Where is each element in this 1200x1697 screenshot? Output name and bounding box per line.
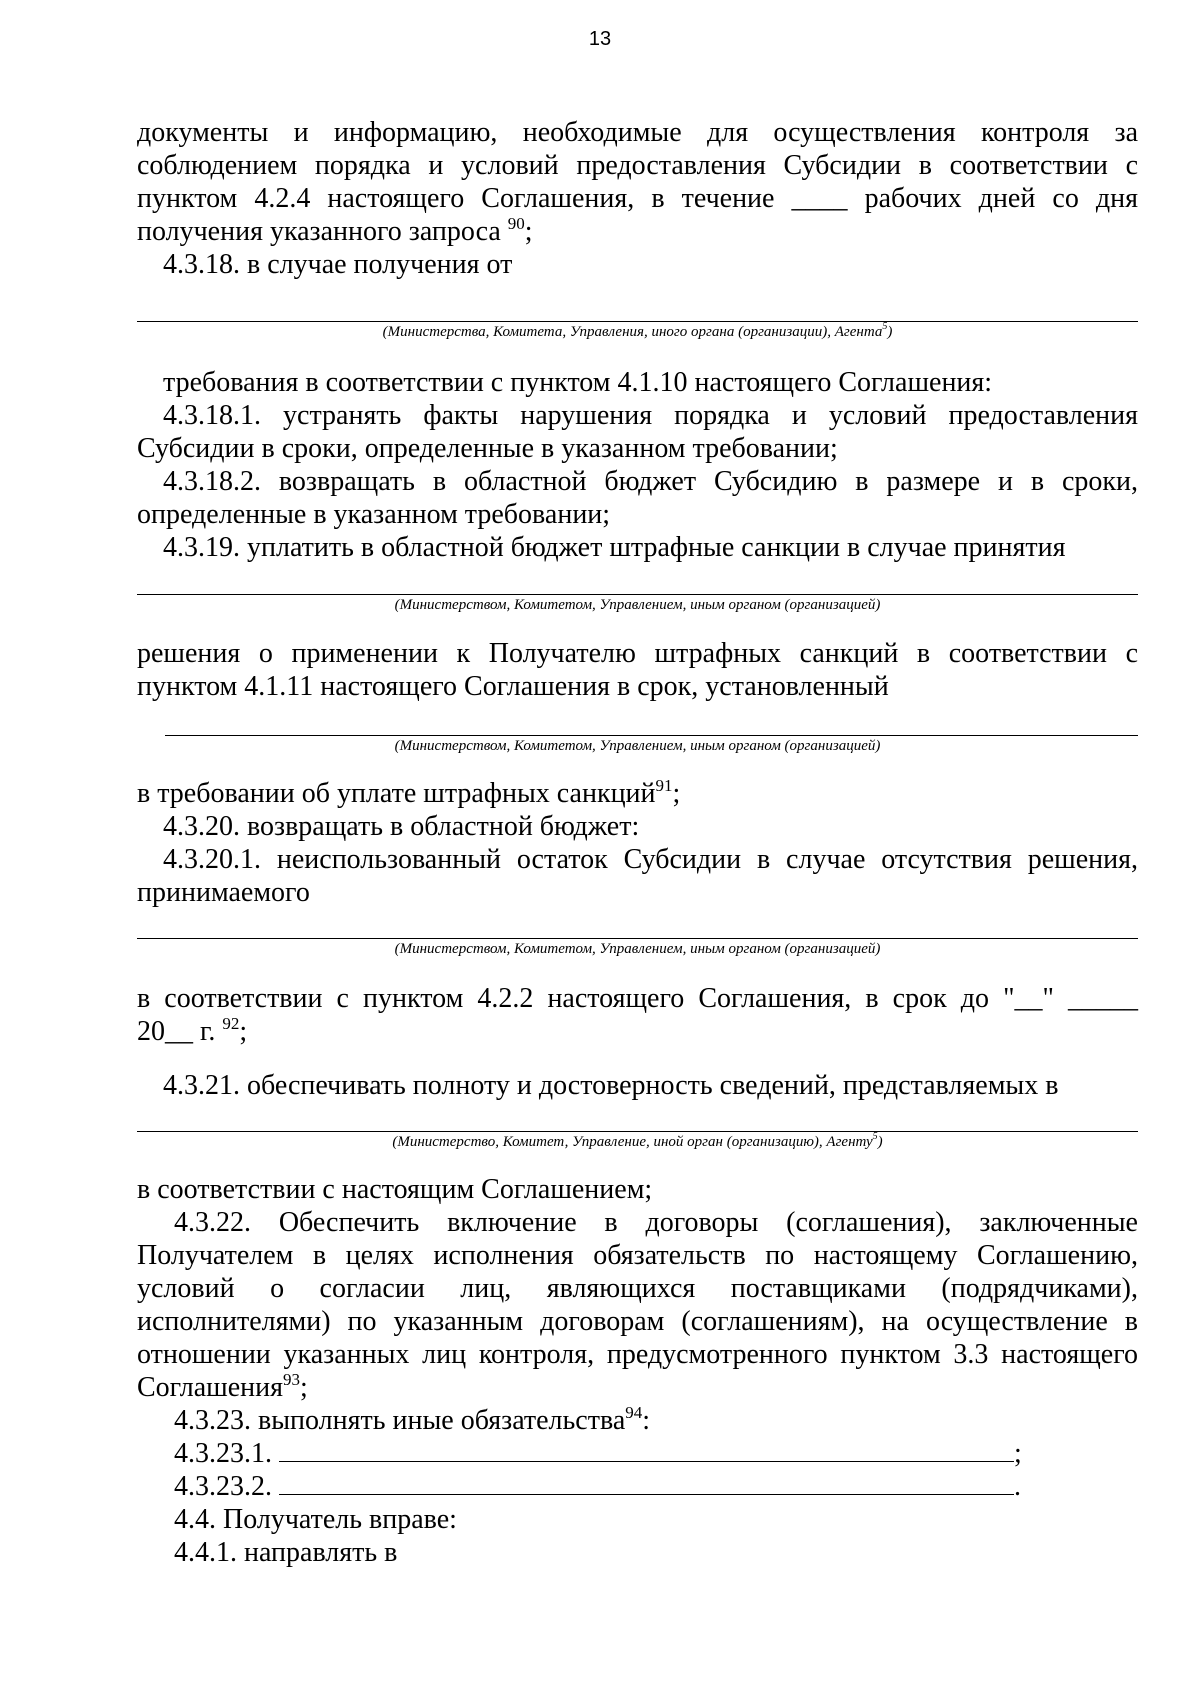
caption-text: ) [887, 324, 893, 340]
item-4-3-21: 4.3.21. обеспечивать полноту и достоверность сведений, представляемых в [163, 1070, 1059, 1101]
paragraph-completeness [137, 1069, 1138, 1102]
blank-line [165, 735, 1138, 736]
text-line: Получателем в целях исполнения обязательств по настоящему Соглашению, [137, 1240, 1138, 1271]
blank-fill-line [279, 1437, 1014, 1462]
text-line: в соответствии с настоящим Соглашением; [137, 1174, 653, 1205]
caption-text: (Министерство, Комитет, Управление, иной орган (организацию), Агенту [392, 1134, 873, 1150]
text-line [137, 215, 1138, 248]
item-4-3-20: 4.3.20. возвращать в областной бюджет: [163, 811, 640, 842]
footnote-ref-5: 5 [872, 1131, 878, 1142]
item-4-3-23 [137, 1404, 1138, 1437]
item-4-4-1: 4.4.1. направлять в [174, 1537, 398, 1568]
text-fragment: получения указанного запроса [137, 216, 508, 247]
paragraph-controls-documents [137, 116, 1138, 281]
text-line: Субсидии в сроки, определенные в указанном требовании; [137, 433, 838, 464]
item-4-3-18: 4.3.18. в случае получения от [163, 249, 513, 280]
blank-fill-line [279, 1470, 1014, 1495]
text-line: отношении указанных лиц контроля, предусмотренного пунктом 3.3 настоящего [137, 1339, 1138, 1370]
caption-ministry: (Министерством, Комитетом, Управлением, иным органом (организацией) [394, 941, 881, 957]
text-line [137, 1371, 1138, 1404]
footnote-ref-93: 93 [282, 1370, 300, 1389]
footnote-ref-90: 90 [507, 214, 525, 233]
text-fragment: : [642, 1405, 651, 1436]
item-4-3-18-2: 4.3.18.2. возвращать в областной бюджет Субсидию в размере и в сроки, [163, 466, 1138, 497]
caption-ministry: (Министерством, Комитетом, Управлением, иным органом (организацией) [394, 597, 881, 613]
text-fragment: 4.3.23.1. [174, 1438, 279, 1469]
page-number: 13 [588, 28, 612, 50]
text-line: пунктом 4.1.11 настоящего Соглашения в срок, установленный [137, 671, 889, 702]
caption-text: ) [877, 1134, 883, 1150]
item-4-4: 4.4. Получатель вправе: [174, 1504, 457, 1535]
text-fragment: 4.3.23.2. [174, 1471, 279, 1502]
footnote-ref-91: 91 [655, 776, 673, 795]
blank-line [137, 938, 1138, 939]
footnote-ref-94: 94 [625, 1403, 643, 1422]
text-line [137, 1015, 1138, 1048]
text-line: в соответствии с пунктом 4.2.2 настоящего Соглашения, в срок до "__" _____ [137, 983, 1138, 1014]
caption-ministry-agent [137, 323, 1138, 341]
paragraph-budget-return [137, 777, 1138, 909]
paragraph-requirements [137, 366, 1138, 564]
text-line: требования в соответствии с пунктом 4.1.10 настоящего Соглашения: [163, 367, 993, 398]
text-fragment: ; [1014, 1438, 1022, 1469]
text-line: принимаемого [137, 877, 310, 908]
item-4-3-23-2 [137, 1470, 1138, 1503]
blank-line [137, 321, 1138, 322]
item-4-3-20-1: 4.3.20.1. неиспользованный остаток Субсидии в случае отсутствия решения, [163, 844, 1138, 875]
text-fragment: ; [299, 1372, 308, 1403]
text-line: соблюдением порядка и условий предоставления Субсидии в соответствии с [137, 150, 1138, 181]
caption-ministry: (Министерством, Комитетом, Управлением, иным органом (организацией) [394, 738, 881, 754]
text-fragment: ; [524, 216, 533, 247]
footnote-ref-92: 92 [222, 1014, 240, 1033]
text-line: определенные в указанном требовании; [137, 499, 611, 530]
item-4-3-23-1 [137, 1437, 1138, 1470]
paragraph-deadline [137, 982, 1138, 1048]
text-fragment: ; [672, 778, 681, 809]
text-line: исполнителями) по указанным договорам (соглашениям), на осуществление в [137, 1306, 1138, 1337]
item-4-3-22: 4.3.22. Обеспечить включение в договоры (соглашения), заключенные [174, 1207, 1138, 1238]
blank-line [137, 594, 1138, 595]
item-4-3-18-1: 4.3.18.1. устранять факты нарушения порядка и условий предоставления [163, 400, 1138, 431]
paragraph-contracts [137, 1173, 1138, 1569]
caption-text: (Министерства, Комитета, Управления, иного органа (организации), Агента [382, 324, 883, 340]
item-4-3-19: 4.3.19. уплатить в областной бюджет штрафные санкции в случае принятия [163, 532, 1066, 563]
text-line: пунктом 4.2.4 настоящего Соглашения, в течение ____ рабочих дней со дня [137, 183, 1138, 214]
text-line: условий о согласии лиц, являющихся поставщиками (подрядчиками), [137, 1273, 1138, 1304]
footnote-ref-5: 5 [882, 321, 888, 332]
text-fragment: Соглашения [137, 1372, 283, 1403]
text-fragment: . [1014, 1471, 1021, 1502]
text-line [137, 777, 1138, 810]
blank-line [137, 1131, 1138, 1132]
text-fragment: 20__ г. [137, 1016, 223, 1047]
paragraph-penalty-decision [137, 637, 1138, 703]
text-fragment: в требовании об уплате штрафных санкций [137, 778, 656, 809]
text-line: документы и информацию, необходимые для осуществления контроля за [137, 117, 1138, 148]
text-line: решения о применении к Получателю штрафных санкций в соответствии с [137, 638, 1138, 669]
caption-ministry-agent [137, 1133, 1138, 1151]
text-fragment: 4.3.23. выполнять иные обязательства [174, 1405, 626, 1436]
text-fragment: ; [239, 1016, 248, 1047]
